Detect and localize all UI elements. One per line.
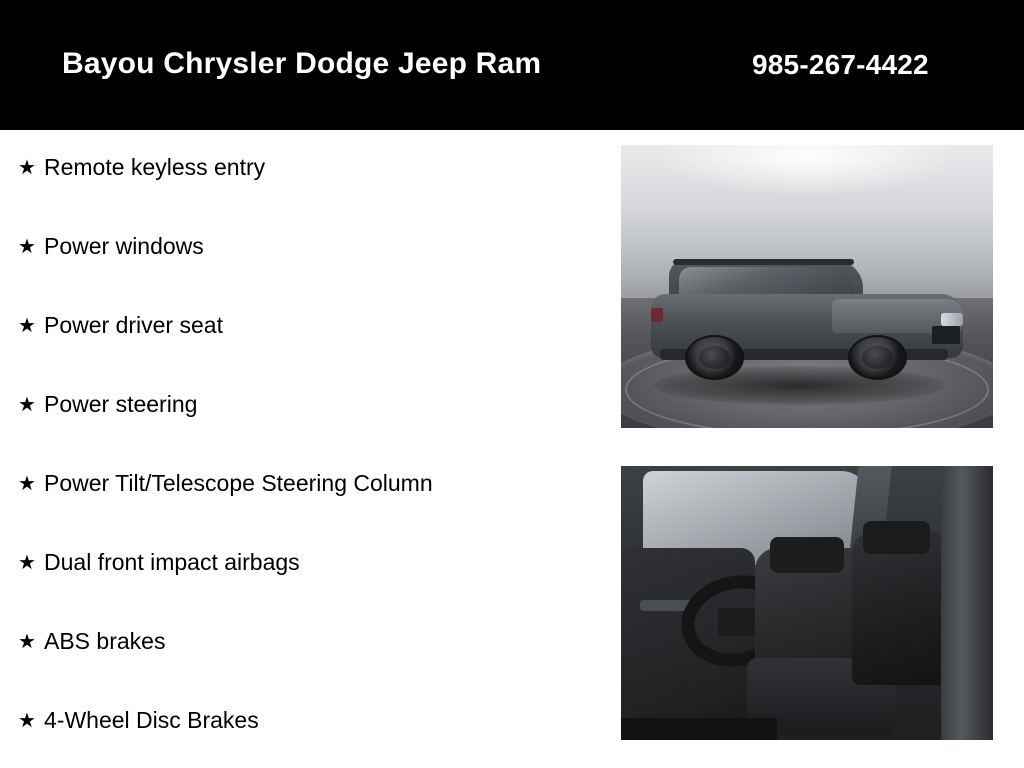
front-headrest: [770, 537, 844, 573]
interior-photo: [621, 466, 993, 740]
star-icon: ★: [18, 473, 36, 495]
passenger-seat: [852, 532, 949, 685]
list-item: [0, 152, 610, 231]
star-icon: ★: [18, 710, 36, 732]
feature-list: [0, 130, 610, 768]
feature-label: 4-Wheel Disc Brakes: [44, 707, 259, 733]
list-item: [0, 389, 610, 468]
feature-label: Power driver seat: [44, 312, 223, 338]
list-item: [0, 547, 610, 626]
star-icon: ★: [18, 631, 36, 653]
door-frame-edge: [941, 466, 993, 740]
list-item: [0, 468, 610, 547]
list-item: [0, 310, 610, 389]
list-item: [0, 705, 610, 768]
exterior-photo: [621, 145, 993, 428]
dealer-name: Bayou Chrysler Dodge Jeep Ram: [62, 47, 542, 80]
car-taillight: [651, 308, 663, 322]
list-item: [0, 626, 610, 705]
feature-label: Remote keyless entry: [44, 154, 266, 180]
feature-label: Power windows: [44, 233, 204, 259]
dealer-header: [0, 0, 1024, 130]
car-rear-wheel: [685, 335, 744, 380]
car-roof-rail: [673, 259, 854, 265]
feature-label: ABS brakes: [44, 628, 166, 654]
list-item: [0, 231, 610, 310]
car-headlight: [941, 313, 963, 327]
star-icon: ★: [18, 157, 36, 179]
studio-light-glow: [666, 145, 949, 193]
feature-label: Power Tilt/Telescope Steering Column: [44, 470, 433, 496]
star-icon: ★: [18, 394, 36, 416]
feature-label: Dual front impact airbags: [44, 549, 300, 575]
feature-label: Power steering: [44, 391, 198, 417]
dealer-phone[interactable]: 985-267-4422: [752, 49, 929, 80]
star-icon: ★: [18, 315, 36, 337]
star-icon: ★: [18, 552, 36, 574]
car-grille: [932, 326, 960, 344]
door-sill: [621, 718, 777, 740]
car-front-wheel: [848, 335, 907, 380]
passenger-headrest: [863, 521, 930, 554]
steering-wheel-hub: [718, 608, 759, 635]
star-icon: ★: [18, 236, 36, 258]
suv-illustration: [651, 270, 963, 383]
